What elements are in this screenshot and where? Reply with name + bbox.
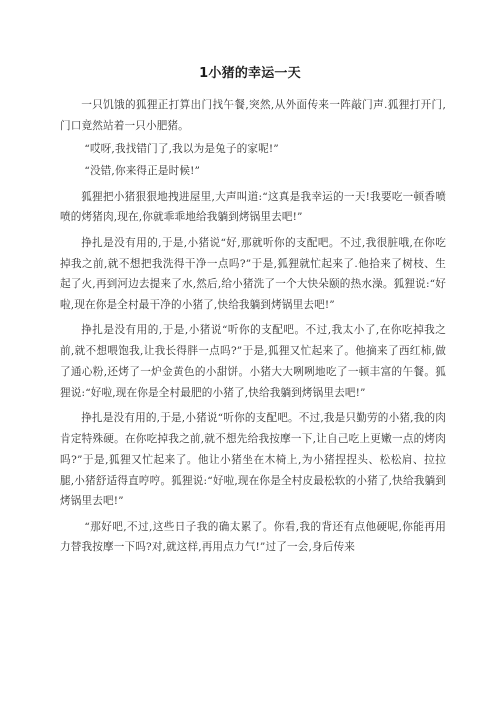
paragraph-6: 挣扎是没有用的,于是,小猪说“听你的支配吧。不过,我太小了,在你吃掉我之前,就不想喂饱我,让我长得胖一点吗?”于是,狐狸又忙起来了。他摘来了西红柿,做了通心粉,还烤了一炉金黄色的小甜饼。小猪大大咧咧地吃了一顿丰富的午餐。狐狸说:“好啦,现在你是全村最肥的小猪了,快给我躺到烤锅里去吧!” [60, 324, 446, 399]
paragraph-2: “哎呀,我找错门了,我以为是兔子的家呢!” [84, 142, 279, 155]
story-title: 1小猪的幸运一天 [199, 66, 301, 81]
paragraph-5: 挣扎是没有用的,于是,小猪说“好,那就听你的支配吧。不过,我很脏哦,在你吃掉我之前,就不想把我洗得干净一点吗?”于是,狐狸就忙起来了.他拾来了树枝、生起了火,再到河边去提来了水,然后,给小猪洗了一个大快朵颐的热水澡。狐狸说:“好啦,现在你是全村最干净的小猪了,快给我躺到烤锅里去吧!” [60, 236, 446, 312]
story-body [60, 95, 446, 558]
paragraph-4: 狐狸把小猪狠狠地拽进屋里,大声叫道:“这真是我幸运的一天!我要吃一顿香喷喷的烤猪肉,现在,你就乖乖地给我躺到烤锅里去吧!” [60, 190, 446, 224]
paragraph-1: 一只饥饿的狐狸正打算出门找午餐,突然,从外面传来一阵敲门声.狐狸打开门,门口竟然站着一只小肥猪。 [60, 99, 446, 132]
paragraph-8: “那好吧,不过,这些日子我的确太累了。你看,我的背还有点他硬呢,你能再用力替我按摩一下吗?对,就这样,再用点力气!”过了一会,身后传来 [60, 520, 446, 554]
paragraph-7: 挣扎是没有用的,于是,小猪说“听你的支配吧。不过,我是只勤劳的小猪,我的肉肯定特殊硬。在你吃掉我之前,就不想先给我按摩一下,让自己吃上更嫩一点的烤肉吗?”于是,狐狸又忙起来了。他让小猪坐在木椅上,为小猪捏捏头、松松肩、拉拉腿,小猪舒适得直哼哼。狐狸说:“好啦,现在你是全村皮最松软的小猪了,快给我躺到烤锅里去吧!” [60, 412, 446, 508]
paragraph-3: “没错,你来得正是时候!” [84, 165, 201, 178]
